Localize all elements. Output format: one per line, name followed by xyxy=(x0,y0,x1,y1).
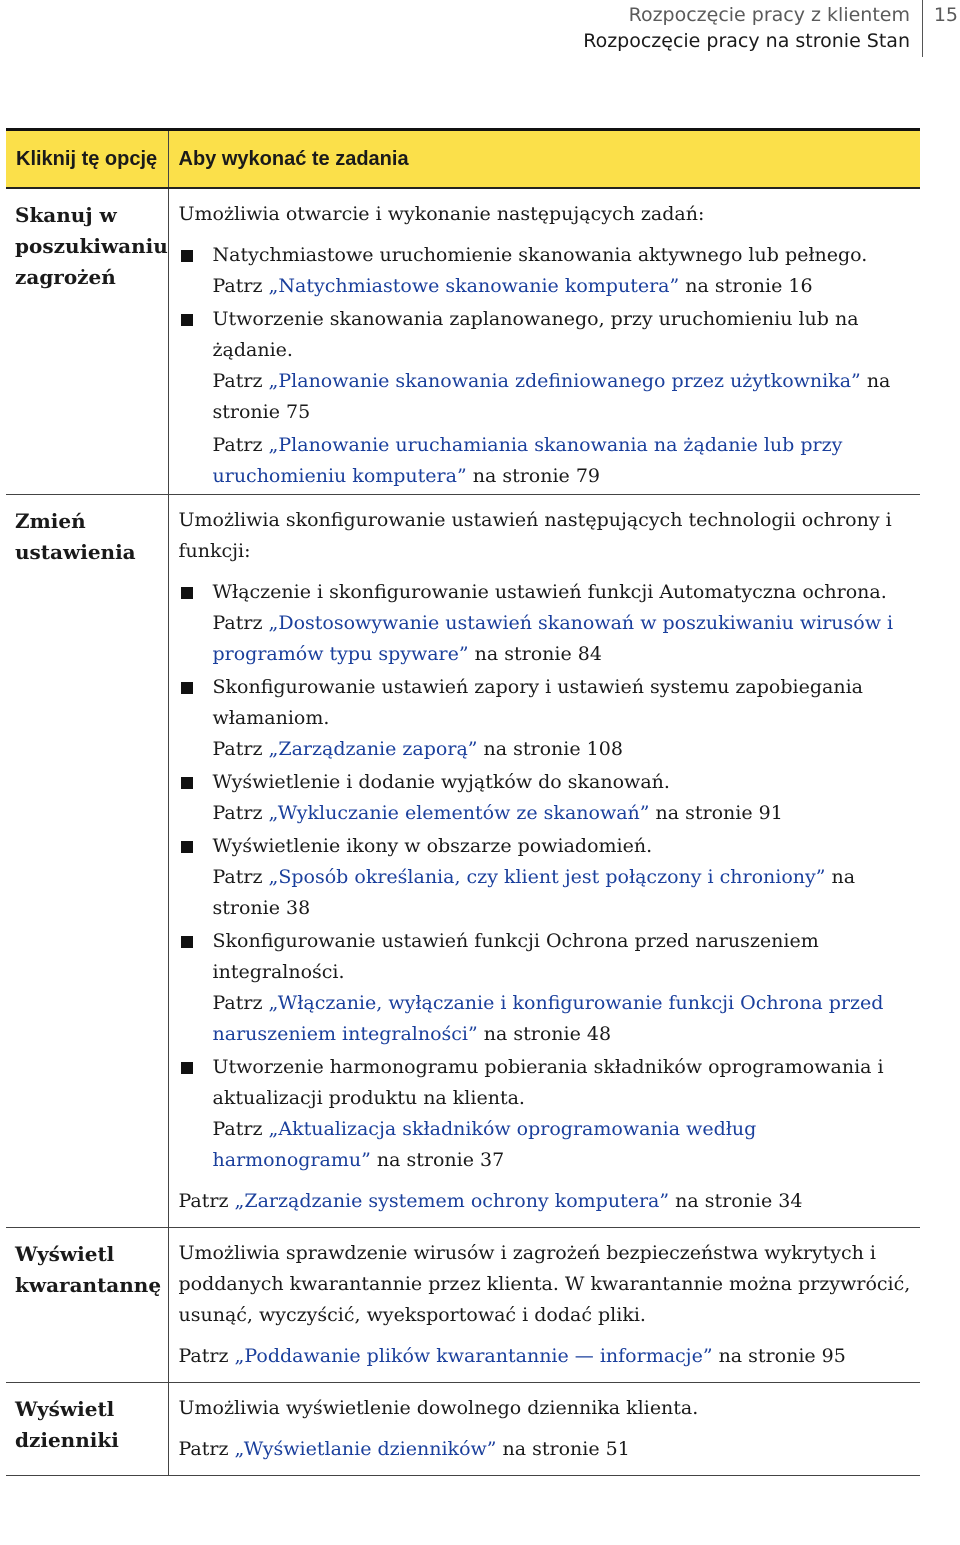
table-row xyxy=(6,1228,920,1383)
cross-reference xyxy=(179,1186,921,1217)
reference-prefix: Patrz xyxy=(212,1118,269,1140)
reference-prefix: Patrz xyxy=(178,1190,235,1212)
reference-link[interactable]: „Poddawanie plików kwarantannie — informacje” xyxy=(234,1345,713,1367)
reference-prefix: Patrz xyxy=(212,370,269,392)
list-item xyxy=(179,1052,921,1176)
col-option-header: Kliknij tę opcję xyxy=(6,130,168,189)
page-header xyxy=(0,0,960,60)
cross-reference xyxy=(179,1434,921,1465)
table-row xyxy=(6,1383,920,1476)
cross-reference xyxy=(213,430,921,492)
reference-page: na stronie 51 xyxy=(496,1438,630,1460)
cross-reference xyxy=(213,271,921,302)
section-title: Rozpoczęcie pracy na stronie Stan xyxy=(583,30,910,52)
task-description xyxy=(168,1228,920,1383)
reference-link[interactable]: „Dostosowywanie ustawień skanowań w poszukiwaniu wirusów i programów typu spyware” xyxy=(212,612,894,665)
header-divider xyxy=(922,0,923,57)
list-item xyxy=(179,240,921,302)
page-number: 15 xyxy=(933,4,958,26)
task-text: Wyświetlenie i dodanie wyjątków do skanowań. xyxy=(212,771,670,793)
list-item xyxy=(179,767,921,829)
option-label: Zmień ustawienia xyxy=(6,495,168,1228)
task-description xyxy=(168,495,920,1228)
reference-page: na stronie 84 xyxy=(468,643,602,665)
reference-page: na stronie 38 xyxy=(212,866,856,919)
running-header xyxy=(583,2,910,54)
description-intro: Umożliwia otwarcie i wykonanie następujących zadań: xyxy=(178,203,705,225)
description-intro: Umożliwia sprawdzenie wirusów i zagrożeń bezpieczeństwa wykrytych i poddanych kwarantannie przez klienta. W kwarantannie można przywrócić, usunąć, wyczyścić, wyeksportować i dodać pliki. xyxy=(178,1242,911,1326)
list-item xyxy=(179,831,921,924)
task-list xyxy=(179,240,921,492)
col-task-header: Aby wykonać te zadania xyxy=(168,130,920,189)
reference-prefix: Patrz xyxy=(212,738,269,760)
options-table xyxy=(6,128,920,1476)
cross-reference xyxy=(213,734,921,765)
task-text: Utworzenie harmonogramu pobierania składników oprogramowania i aktualizacji produktu na klienta. xyxy=(212,1056,884,1109)
option-label: Wyświetl dzienniki xyxy=(6,1383,168,1476)
reference-prefix: Patrz xyxy=(178,1438,235,1460)
reference-link[interactable]: „Zarządzanie zaporą” xyxy=(268,738,478,760)
list-item xyxy=(179,926,921,1050)
description-intro: Umożliwia wyświetlenie dowolnego dziennika klienta. xyxy=(178,1397,699,1419)
chapter-title: Rozpoczęcie pracy z klientem xyxy=(628,4,910,26)
reference-link[interactable]: „Włączanie, wyłączanie i konfigurowanie funkcji Ochrona przed naruszeniem integralności” xyxy=(212,992,884,1045)
task-text: Skonfigurowanie ustawień zapory i ustawień systemu zapobiegania włamaniom. xyxy=(212,676,863,729)
option-label: Skanuj w poszukiwaniu zagrożeń xyxy=(6,188,168,495)
table-row xyxy=(6,495,920,1228)
list-item xyxy=(179,304,921,492)
reference-page: na stronie 75 xyxy=(212,370,891,423)
reference-page: na stronie 108 xyxy=(477,738,623,760)
reference-page: na stronie 37 xyxy=(370,1149,505,1171)
cross-reference xyxy=(213,366,921,428)
task-description xyxy=(168,188,920,495)
task-text: Utworzenie skanowania zaplanowanego, przy uruchomieniu lub na żądanie. xyxy=(212,308,859,361)
cross-reference xyxy=(213,862,921,924)
reference-page: na stronie 16 xyxy=(679,275,813,297)
reference-link[interactable]: „Zarządzanie systemem ochrony komputera” xyxy=(234,1190,670,1212)
reference-prefix: Patrz xyxy=(212,434,269,456)
task-text: Wyświetlenie ikony w obszarze powiadomień. xyxy=(212,835,653,857)
reference-link[interactable]: „Natychmiastowe skanowanie komputera” xyxy=(268,275,680,297)
reference-page: na stronie 91 xyxy=(649,802,783,824)
reference-prefix: Patrz xyxy=(212,802,269,824)
reference-page: na stronie 48 xyxy=(477,1023,612,1045)
reference-prefix: Patrz xyxy=(212,275,269,297)
cross-reference xyxy=(213,988,921,1050)
task-text: Włączenie i skonfigurowanie ustawień funkcji Automatyczna ochrona. xyxy=(212,581,887,603)
table-row xyxy=(6,188,920,495)
table-header-row xyxy=(6,130,920,189)
cross-reference xyxy=(179,1341,921,1372)
description-intro: Umożliwia skonfigurowanie ustawień następujących technologii ochrony i funkcji: xyxy=(178,509,892,562)
reference-page: na stronie 95 xyxy=(712,1345,846,1367)
reference-prefix: Patrz xyxy=(212,866,269,888)
list-item xyxy=(179,672,921,765)
task-list xyxy=(179,577,921,1176)
reference-link[interactable]: „Aktualizacja składników oprogramowania według harmonogramu” xyxy=(212,1118,757,1171)
cross-reference xyxy=(213,798,921,829)
reference-link[interactable]: „Wykluczanie elementów ze skanowań” xyxy=(268,802,650,824)
reference-link[interactable]: „Wyświetlanie dzienników” xyxy=(234,1438,497,1460)
reference-prefix: Patrz xyxy=(178,1345,235,1367)
reference-link[interactable]: „Planowanie uruchamiania skanowania na żądanie lub przy uruchomieniu komputera” xyxy=(212,434,843,487)
cross-reference xyxy=(213,1114,921,1176)
reference-link[interactable]: „Planowanie skanowania zdefiniowanego przez użytkownika” xyxy=(268,370,861,392)
task-text: Natychmiastowe uruchomienie skanowania aktywnego lub pełnego. xyxy=(212,244,868,266)
task-description xyxy=(168,1383,920,1476)
reference-page: na stronie 79 xyxy=(466,465,600,487)
list-item xyxy=(179,577,921,670)
reference-link[interactable]: „Sposób określania, czy klient jest połączony i chroniony” xyxy=(268,866,826,888)
reference-prefix: Patrz xyxy=(212,992,269,1014)
task-text: Skonfigurowanie ustawień funkcji Ochrona przed naruszeniem integralności. xyxy=(212,930,819,983)
reference-page: na stronie 34 xyxy=(669,1190,803,1212)
reference-prefix: Patrz xyxy=(212,612,269,634)
cross-reference xyxy=(213,608,921,670)
option-label: Wyświetl kwarantannę xyxy=(6,1228,168,1383)
